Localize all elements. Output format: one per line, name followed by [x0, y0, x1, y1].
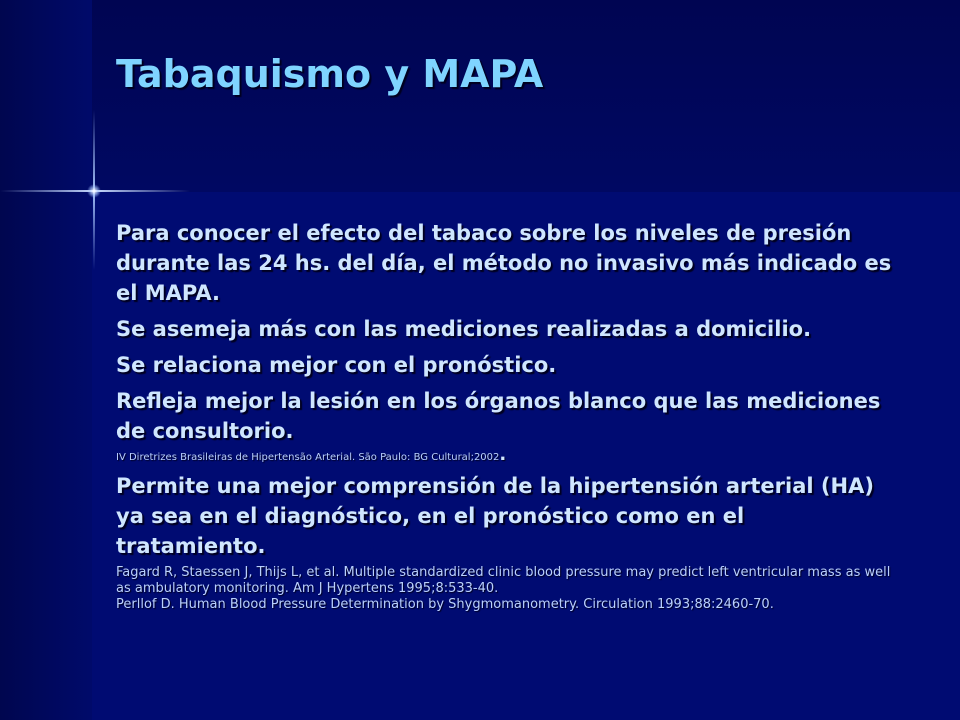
slide-body [116, 218, 896, 613]
inline-citation-dot: . [499, 444, 507, 465]
bullet-item: Para conocer el efecto del tabaco sobre los niveles de presión durante las 24 hs. del día, el método no invasivo más indicado es el MAPA. [116, 221, 892, 305]
bullet-item: Refleja mejor la lesión en los órganos blanco que las mediciones de consultorio. [116, 389, 881, 443]
left-band [0, 0, 92, 720]
references [116, 565, 896, 613]
slide-title: Tabaquismo y MAPA [116, 52, 544, 96]
inline-citation [116, 444, 896, 465]
reference-item: Fagard R, Staessen J, Thijs L, et al. Multiple standardized clinic blood pressure may predict left ventricular mass as well as ambulatory monitoring. Am J Hypertens 1995;8:533-40. [116, 565, 891, 596]
reference-item: Perllof D. Human Blood Pressure Determination by Shygmomanometry. Circulation 1993;88:2460-70. [116, 597, 774, 612]
inline-citation-text: IV Diretrizes Brasileiras de Hipertensão Arterial. São Paulo: BG Cultural;2002 [116, 452, 500, 463]
star-center-glow [87, 184, 101, 198]
bullet-item: Se relaciona mejor con el pronóstico. [116, 353, 557, 377]
bullet-item: Permite una mejor comprensión de la hipertensión arterial (HA) ya sea en el diagnóstico, en el pronóstico como en el tratamiento. [116, 474, 874, 558]
bullet-item: Se asemeja más con las mediciones realizadas a domicilio. [116, 317, 812, 341]
title-band [92, 0, 960, 192]
